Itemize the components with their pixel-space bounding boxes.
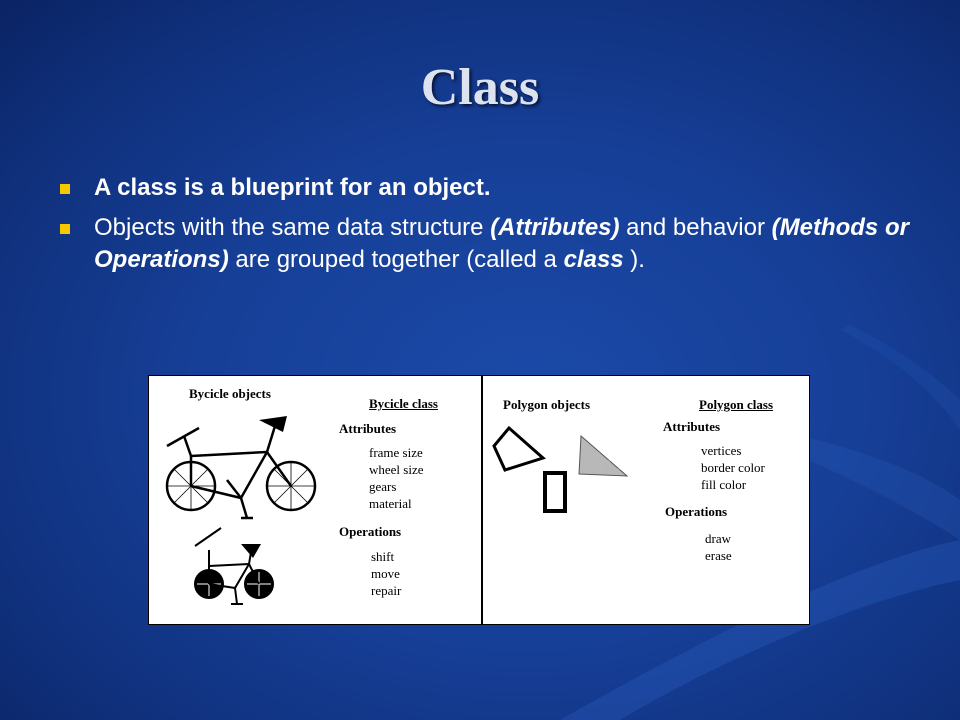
figure-art [149,376,809,624]
list-item: frame size [369,445,423,460]
bicycle-attributes-list [369,444,424,512]
bullet-text-1: A class is a blueprint for an object. [94,174,491,201]
triangle-icon [579,436,627,476]
bullet-square-icon [60,184,70,194]
bullet-2-methods: (Methods or Operations) [94,214,909,273]
bullet-2-part3: are grouped together (called a [228,246,564,273]
list-item: vertices [701,443,742,458]
polygon-operations-list [705,530,732,564]
bicycle-operations-list [371,548,401,599]
quadrilateral-icon [494,428,543,470]
list-item: border color [701,460,765,475]
bicycle-objects-label: Bycicle objects [189,386,271,401]
bicycle-attributes-label: Attributes [339,421,397,436]
polygon-objects-label: Polygon objects [503,397,591,412]
class-diagram-figure [148,375,810,625]
list-item: wheel size [369,462,424,477]
bicycle-operations-label: Operations [339,524,402,539]
list-item: erase [705,548,732,563]
polygon-attributes-list [701,442,765,493]
slide-title: Class [420,59,540,116]
bicycle-class-label: Bycicle class [369,396,438,411]
bullet-2-part2: and behavior [619,214,772,241]
bullet-2-class: class [563,246,624,273]
list-item: draw [705,531,731,546]
bullet-item-1 [60,172,920,204]
polygon-operations-label: Operations [665,504,728,519]
bullet-item-2 [60,212,920,276]
bicycle-large-icon [167,426,315,518]
polygon-class-label: Polygon class [699,397,774,412]
bullet-2-part1: Objects with the same data structure [94,214,491,241]
list-item: move [371,566,400,581]
list-item: repair [371,583,402,598]
rectangle-icon [545,473,565,511]
list-item: material [369,496,412,511]
list-item: fill color [701,477,747,492]
bullet-square-icon [60,224,70,234]
bullet-2-part4: ). [623,246,645,273]
bullet-list [60,172,920,284]
polygon-attributes-label: Attributes [663,419,721,434]
list-item: gears [369,479,397,494]
bicycle-small-icon [195,528,273,604]
bullet-2-attributes: (Attributes) [490,214,620,241]
list-item: shift [371,549,395,564]
